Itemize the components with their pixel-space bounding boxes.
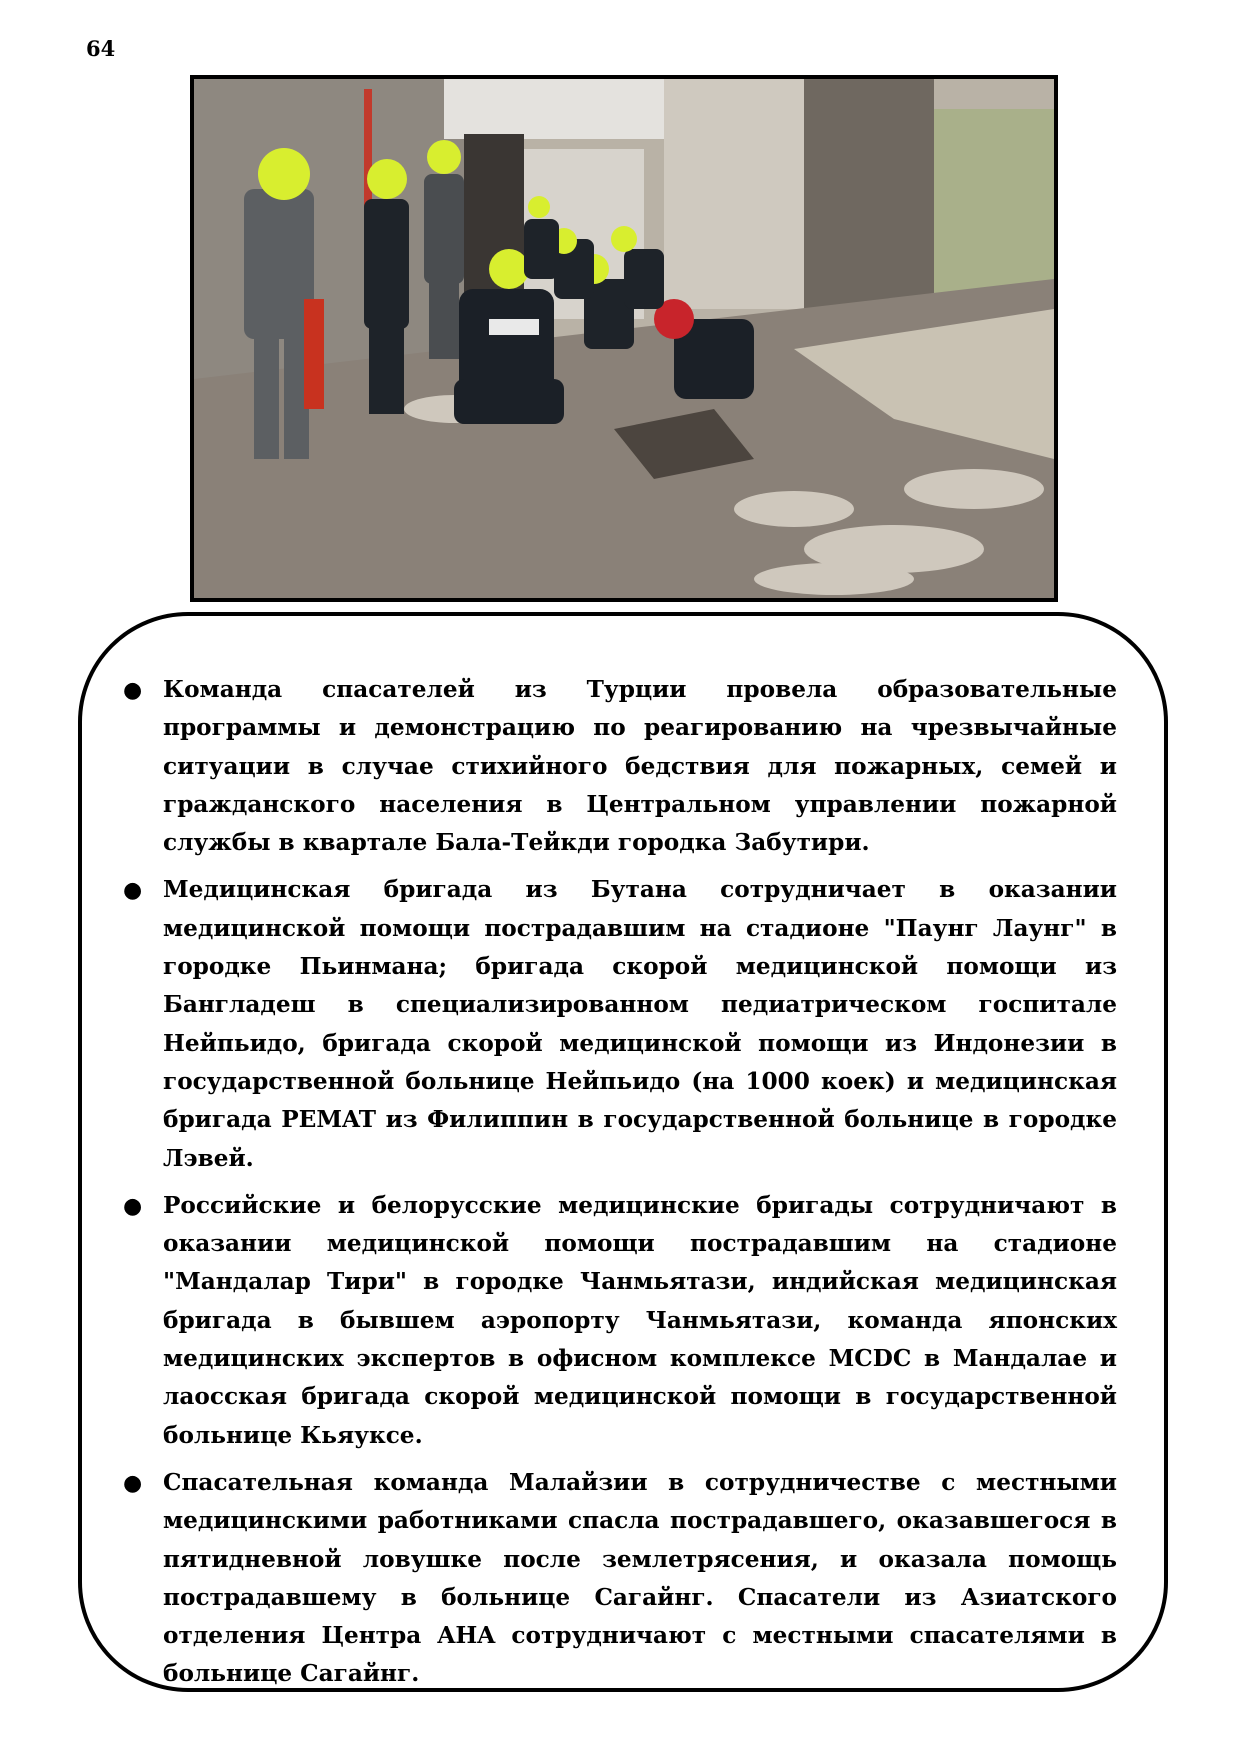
bullet-text: Команда спасателей из Турции провела образовательные программы и демонстрацию по реагированию на чрезвычайные ситуации в случае стихийного бедствия для пожарных, семей и гражданского населения в Центральном управлении пожарной службы в квартале Бала-Тейкди городка Забутири. xyxy=(163,676,1117,857)
bullet-icon: ● xyxy=(123,877,143,904)
bullet-text: Медицинская бригада из Бутана сотрудничает в оказании медицинской помощи пострадавшим на стадионе "Паунг Лаунг" в городке Пьинмана; бригада скорой медицинской помощи из Бангладеш в специализированном педиатрическом госпитале Нейпьидо, бригада скорой медицинской помощи из Индонезии в государственной больнице Нейпьидо (на 1000 коек) и медицинская бригада PEMAT из Филиппин в государственной больнице в городке Лэвей. xyxy=(163,876,1117,1172)
bullet-list xyxy=(123,671,1117,1703)
window xyxy=(934,109,1054,309)
column xyxy=(804,79,934,309)
bullet-icon: ● xyxy=(123,1469,143,1496)
blinds xyxy=(664,79,804,309)
list-item xyxy=(123,671,1117,862)
rescue-team-photo xyxy=(190,75,1058,602)
bullet-icon: ● xyxy=(123,677,143,703)
photo-illustration xyxy=(194,79,1054,598)
list-item xyxy=(123,871,1117,1177)
list-item xyxy=(123,1187,1117,1455)
bullet-icon: ● xyxy=(123,1192,143,1219)
list-item xyxy=(123,1464,1117,1694)
bullet-text: Российские и белорусские медицинские бригады сотрудничают в оказании медицинской помощи пострадавшим на стадионе "Мандалар Тири" в городке Чанмьятази, индийская медицинская бригада в бывшем аэропорту Чанмьятази, команда японских медицинских экспертов в офисном комплексе MCDC в Мандалае и лаосская бригада скорой медицинской помощи в государственной больнице Кьяуксе. xyxy=(163,1191,1117,1449)
bullet-text: Спасательная команда Малайзии в сотрудничестве с местными медицинскими работниками спасла пострадавшего, оказавшегося в пятидневной ловушке после землетрясения, и оказала помощь пострадавшему в больнице Сагайнг. Спасатели из Азиатского отделения Центра AHA сотрудничают с местными спасателями в больнице Сагайнг. xyxy=(163,1468,1117,1688)
page-number: 64 xyxy=(86,36,116,61)
